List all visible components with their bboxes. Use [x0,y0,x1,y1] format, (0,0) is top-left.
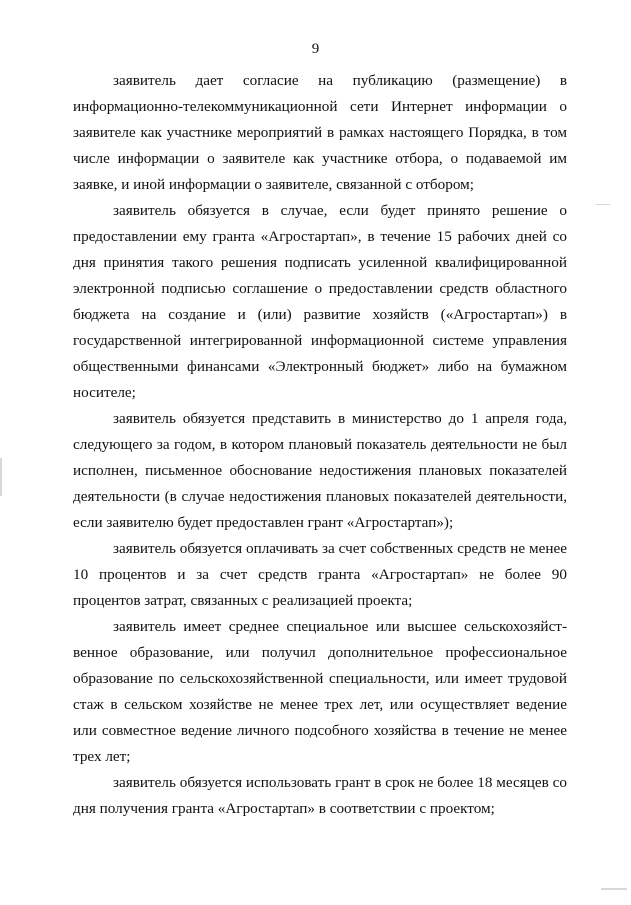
scan-edge-mark-left [0,458,2,496]
page-number: 9 [311,41,320,57]
paragraph-consent-publication: заявитель дает согласие на публикацию (размещение) в информационно-телекоммуникационной сети Интернет информации о заявителе как участнике мероприятий в рамках настоящего Порядка, в том числе информации о заявителе как участнике отбора, о подаваемой им заявке, и иной информации о заявителе, связанной с отбором; [73,72,567,193]
document-body [73,68,567,822]
paragraph-education: заявитель имеет среднее специальное или высшее сельскохозяйст-венное образование, или получил дополнительное профессиональное образование по сельскохозяйственной специальности, или имеет трудовой стаж в сельском хозяйстве не менее трех лет, или осуществляет ведение или совместное ведение личного подсобного хозяйства в течение не менее трех лет; [73,618,567,765]
paragraph-grant-term: заявитель обязуется использовать грант в срок не более 18 месяцев со дня получения гранта «Агростартап» в соответствии с проектом; [73,774,567,817]
paragraph-cofinancing: заявитель обязуется оплачивать за счет собственных средств не менее 10 процентов и за счет средств гранта «Агростартап» не более 90 процентов затрат, связанных с реализацией проекта; [73,540,567,609]
scan-edge-mark-bottom-right [601,888,627,890]
paragraph-sign-agreement: заявитель обязуется в случае, если будет принято решение о предоставлении ему гранта «Агростартап», в течение 15 рабочих дней со дня принятия такого решения подписать усиленной квалифицированной электронной подписью соглашение о предоставлении средств областного бюджета на создание и (или) развитие хозяйств («Агростартап») в государственной интегрированной информационной системе управления общественными финансами «Электронный бюджет» либо на бумажном носителе; [73,202,567,401]
paragraph-justification: заявитель обязуется представить в министерство до 1 апреля года, следующего за годом, в котором плановый показатель деятельности не был исполнен, письменное обоснование недостижения плановых показателей деятельности (в случае недостижения плановых показателей деятельности, если заявителю будет предоставлен грант «Агростартап»); [73,410,567,531]
scan-edge-mark-right [596,204,610,205]
